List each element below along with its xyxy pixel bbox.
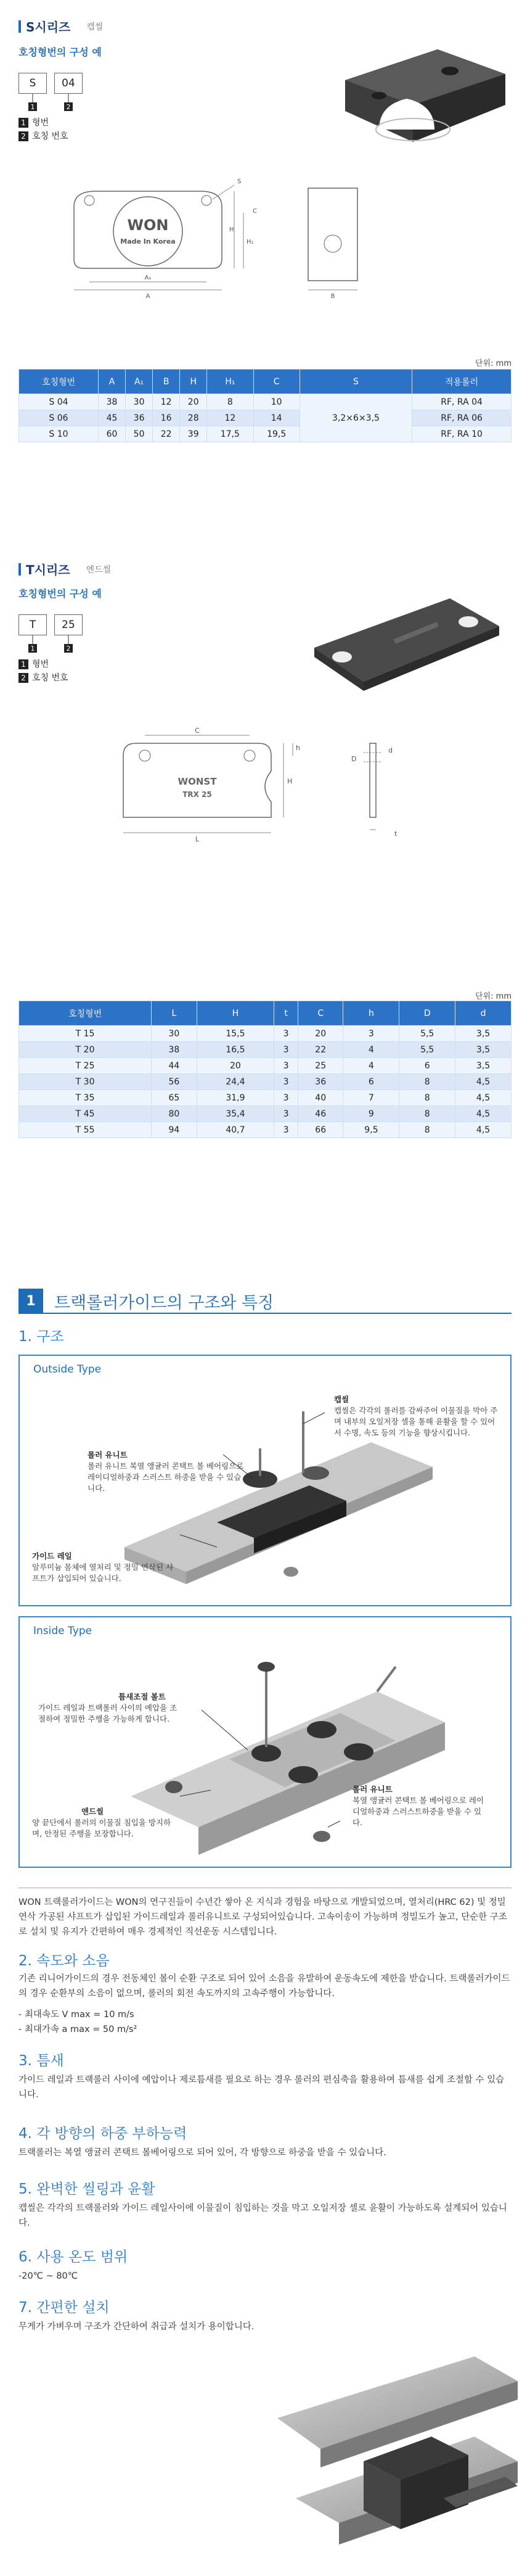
marker-1-label: 1 [30,103,35,111]
table-header-cell: H [180,369,207,394]
table-cell: 8 [207,394,253,410]
note-title: 엔드씰 [81,1807,104,1816]
table-cell: 46 [298,1106,343,1122]
t-code-connector [18,635,117,654]
table-cell: 22 [298,1042,343,1058]
table-cell: 25 [298,1058,343,1074]
table-header-cell: d [455,1001,512,1026]
table-cell: T 30 [19,1074,152,1090]
t-unit-label: 단위: mm [475,992,512,1001]
dim-a: A [145,293,150,300]
gap-heading: 3. 틈새 [18,2053,64,2069]
table-header-cell: B [153,369,180,394]
t-code-boxes [18,614,83,635]
table-cell: 24,4 [197,1074,274,1090]
speed-heading: 2. 속도와 소음 [18,1953,110,1969]
wonst-logo-text: WONST [177,776,217,787]
table-cell: T 20 [19,1042,152,1058]
table-cell: 40,7 [197,1122,274,1138]
section-number: 1 [18,1289,43,1313]
structure-heading: 1. 구조 [18,1329,64,1345]
section-bar [18,20,21,33]
note-guide-rail [32,1551,174,1584]
legend-text: 호칭 번호 [32,131,68,141]
table-cell: 8 [399,1090,455,1106]
load-heading: 4. 각 방향의 하중 부하능력 [18,2126,187,2142]
table-cell: T 55 [19,1122,152,1138]
table-cell: 39 [180,426,207,442]
table-header-cell: H₁ [207,369,253,394]
dim-b: B [330,293,335,300]
table-cell: S 10 [19,426,99,442]
note-desc: 양 끝단에서 롤러의 이물질 침입을 방지하며, 안정된 주행을 보장합니다. [32,1818,171,1838]
table-cell: 8 [399,1122,455,1138]
table-header-cell: C [253,369,300,394]
table-cell: 9,5 [343,1122,399,1138]
main-section-header [18,1289,512,1314]
t-legend [18,658,68,685]
table-cell: T 15 [19,1026,152,1042]
gap-text: 가이드 레일과 트랙롤러 사이에 예압이나 제로틈새를 필요로 하는 경우 롤러의 편심축을 활용하여 틈새를 쉽게 조절할 수 있습니다. [18,2075,505,2100]
marker-1-label: 1 [30,645,35,653]
table-header-cell: 호칭형번 [19,369,99,394]
dim-d-upper: D [351,755,357,763]
table-cell: 20 [180,394,207,410]
end-seal-product-image [296,580,518,697]
table-cell: 3 [274,1106,298,1122]
note-cap-seal [334,1394,500,1439]
legend-text: 형번 [32,118,49,128]
note-desc: 캡씰은 각각의 롤러를 감싸주어 이물질을 막아 주며 내부의 오일저장 셀을 통해 윤활을 할 수 있어서 수명, 속도 등의 기능을 향상시킵니다. [334,1406,498,1437]
s-unit-label: 단위: mm [475,359,512,368]
note-title: 캡씰 [334,1395,349,1404]
dim-h-lower: h [296,744,300,752]
dim-h1: H₁ [247,239,254,246]
trx-logo-text: TRX 25 [182,790,212,799]
table-header-cell: H [197,1001,274,1026]
outside-type-label: Outside Type [33,1363,102,1376]
note-roller-unit-inside [353,1784,488,1828]
table-header-cell: L [152,1001,197,1026]
dim-d-lower: d [388,746,393,754]
table-cell: 30 [126,394,153,410]
table-cell: 5,5 [399,1026,455,1042]
table-row [19,1122,512,1138]
section-bar [18,563,21,576]
installation-illustration [271,2344,518,2566]
table-cell: 5,5 [399,1042,455,1058]
seal-text: 캡씰은 각각의 트랙롤러와 가이드 레일사이에 이물질이 침입하는 것을 막고 오일저장 셀로 윤활이 가능하도록 설계되어 있습니다. [18,2203,507,2228]
note-gap-bolt [38,1691,180,1725]
table-cell: 19,5 [253,426,300,442]
table-cell: 10 [253,394,300,410]
note-title: 롤러 유니트 [88,1450,128,1459]
table-cell: 4,5 [455,1106,512,1122]
section-title: 트랙롤러가이드의 구조와 특징 [54,1293,274,1313]
legend-num: 1 [18,118,28,128]
table-cell: 94 [152,1122,197,1138]
speed-text: 기존 리니어가이드의 경우 전동체인 볼이 순환 구조로 되어 있어 소음을 유발하여 운동속도에 제한을 받습니다. 트랙롤러가이드의 경우 순환부의 소음이 없으며, 롤러의 회전 속도까지의 고속주행이 가능합니다. [18,1974,510,1999]
table-cell: RF, RA 04 [412,394,512,410]
legend-num: 2 [18,673,28,683]
table-cell: 3 [274,1026,298,1042]
legend-num: 2 [18,131,28,141]
table-row [19,1090,512,1106]
table-cell: 65 [152,1090,197,1106]
temp-heading: 6. 사용 온도 범위 [18,2249,128,2265]
note-desc: 가이드 레일과 트랙롤러 사이의 예압을 조절하여 정밀한 주행을 가능하게 합니다. [38,1703,177,1724]
s-legend-item-2 [18,130,68,143]
table-header-row [19,1001,512,1026]
dim-t: t [394,830,398,838]
table-row [19,1074,512,1090]
table-header-row [19,369,512,394]
table-cell: 3,5 [455,1058,512,1074]
table-cell: 8 [399,1074,455,1090]
table-cell: 4 [343,1058,399,1074]
install-text: 무게가 가벼우며 구조가 간단하여 취급과 설치가 용이합니다. [18,2322,255,2332]
dim-s: S [237,178,242,185]
dim-c: C [253,208,257,215]
table-row [19,1058,512,1074]
s-series-title: S시리즈 [26,20,71,35]
intro-paragraph: WON 트랙롤러가이드는 WON의 연구진들이 수년간 쌓아 온 지식과 경험을 바탕으로 개발되었으며, 열처리(HRC 62) 및 정밀 연삭 가공된 샤프트가 삽입된 가이드레일과 롤러유니트로 구성되어있습니다. 고속이송이 가능하며 정밀도가 높고, 단순한 구조로 설치 및 유지가 간편하여 매우 경제적인 직선운동 시스템입니다. [18,1897,507,1937]
speed-vmax: - 최대속도 V max = 10 m/s [18,2010,134,2020]
table-cell: 40 [298,1090,343,1106]
dim-a1: A₁ [144,275,152,281]
table-cell: 9 [343,1106,399,1122]
note-desc: 롤러 유니트 복열 앵귤러 콘택트 볼 베어링으로 레이디얼하중과 스러스트 하중을 받을 수 있습니다. [88,1461,244,1493]
table-cell: 44 [152,1058,197,1074]
note-end-seal [32,1806,180,1839]
t-legend-item-1 [18,658,68,671]
table-header-cell: A [98,369,125,394]
table-cell: RF, RA 06 [412,410,512,426]
table-header-cell: t [274,1001,298,1026]
made-in-korea-text: Made In Korea [120,237,176,246]
table-row [19,1106,512,1122]
install-heading: 7. 간편한 설치 [18,2300,110,2316]
t-technical-drawing [62,728,481,845]
table-row [19,426,512,442]
legend-text: 호칭 번호 [32,673,68,683]
table-cell: S 04 [19,394,99,410]
table-cell: 4,5 [455,1090,512,1106]
s-series-header [18,17,103,35]
table-cell: 45 [98,410,125,426]
table-cell: 20 [298,1026,343,1042]
table-header-cell: 호칭형번 [19,1001,152,1026]
t-code-box-2: 25 [54,614,83,635]
t-series-title: T시리즈 [26,563,70,577]
marker-2-label: 2 [66,103,71,111]
speed-amax: - 최대가속 a max = 50 m/s² [18,2025,137,2034]
table-header-cell: h [343,1001,399,1026]
table-cell: 14 [253,410,300,426]
table-cell: 35,4 [197,1106,274,1122]
table-cell: 3 [274,1058,298,1074]
table-cell: 3 [343,1026,399,1042]
table-cell: 6 [399,1058,455,1074]
table-cell: 17,5 [207,426,253,442]
temp-text: -20℃ ~ 80℃ [18,2271,78,2281]
s-technical-drawing [49,176,493,308]
table-cell: 22 [153,426,180,442]
s-code-connector [18,94,117,112]
table-row [19,394,512,410]
table-cell: 38 [152,1042,197,1058]
marker-2-label: 2 [66,645,71,653]
dim-l: L [195,835,200,843]
table-header-cell: S [300,369,412,394]
dim-c: C [195,728,200,735]
cap-seal-product-image [320,37,518,160]
table-cell: 3 [274,1122,298,1138]
table-cell: 3 [274,1074,298,1090]
table-cell: 12 [207,410,253,426]
table-cell: 16 [153,410,180,426]
t-series-header [18,560,111,578]
table-cell: 36 [298,1074,343,1090]
dim-h-upper: H [287,777,293,785]
table-cell: 4 [343,1042,399,1058]
load-text: 트랙롤러는 복열 앵귤러 콘택트 볼베어링으로 되어 있어, 각 방향으로 하중을 받을 수 있습니다. [18,2148,386,2158]
table-cell: 80 [152,1106,197,1122]
table-cell: 4,5 [455,1074,512,1090]
table-cell: 31,9 [197,1090,274,1106]
note-desc: 복열 앵귤러 콘택트 볼 베어링으로 레이디얼하중과 스러스트하중을 받을 수 있다. [353,1796,484,1827]
s-legend [18,116,68,143]
s-series-subtitle: 캡씰 [86,22,104,32]
table-cell: 4,5 [455,1122,512,1138]
table-row [19,410,512,426]
table-header-cell: 적용롤러 [412,369,512,394]
table-cell: 3 [274,1042,298,1058]
table-cell: 28 [180,410,207,426]
table-cell: 15,5 [197,1026,274,1042]
t-spec-table [18,1001,512,1138]
s-code-box-2: 04 [54,73,83,94]
s-config-title: 호칭형번의 구성 예 [18,46,102,58]
table-cell-s-merged: 3,2×6×3,5 [300,394,412,442]
table-cell: 3,5 [455,1026,512,1042]
table-cell: 3,5 [455,1042,512,1058]
s-code-box-1: S [18,73,47,94]
t-config-title: 호칭형번의 구성 예 [18,588,102,600]
table-cell: 8 [399,1106,455,1122]
dim-h: H [229,226,234,233]
table-cell: 38 [98,394,125,410]
table-header-cell: A₁ [126,369,153,394]
table-cell: 6 [343,1074,399,1090]
table-cell: 66 [298,1122,343,1138]
note-title: 틈새조절 볼트 [118,1692,166,1701]
t-legend-item-2 [18,671,68,685]
table-cell: T 45 [19,1106,152,1122]
seal-heading: 5. 완벽한 씰링과 윤활 [18,2181,155,2197]
s-code-boxes [18,73,83,94]
inside-type-box [18,1616,512,1868]
note-title: 가이드 레일 [32,1551,72,1561]
legend-num: 1 [18,659,28,669]
s-legend-item-1 [18,116,68,130]
table-row [19,1042,512,1058]
s-spec-table [18,369,512,442]
table-header-cell: D [399,1001,455,1026]
table-cell: 20 [197,1058,274,1074]
table-cell: 7 [343,1090,399,1106]
table-row [19,1026,512,1042]
table-cell: 3 [274,1090,298,1106]
inside-type-label: Inside Type [33,1625,92,1637]
t-code-box-1: T [18,614,47,635]
table-cell: 56 [152,1074,197,1090]
table-cell: 50 [126,426,153,442]
table-cell: 30 [152,1026,197,1042]
won-logo-text: WON [127,217,169,234]
table-cell: S 06 [19,410,99,426]
t-series-subtitle: 엔드씰 [86,564,112,575]
note-desc: 알루미늄 몸체에 열처리 및 정밀 연삭된 샤프트가 삽입되어 있습니다. [32,1563,174,1583]
outside-type-box [18,1355,512,1606]
table-header-cell: C [298,1001,343,1026]
table-cell: 12 [153,394,180,410]
table-cell: T 25 [19,1058,152,1074]
table-cell: T 35 [19,1090,152,1106]
note-title: 롤러 유니트 [353,1785,393,1794]
table-cell: 36 [126,410,153,426]
note-roller-unit [88,1450,248,1494]
table-cell: 60 [98,426,125,442]
table-cell: RF, RA 10 [412,426,512,442]
table-cell: 16,5 [197,1042,274,1058]
legend-text: 형번 [32,659,49,669]
